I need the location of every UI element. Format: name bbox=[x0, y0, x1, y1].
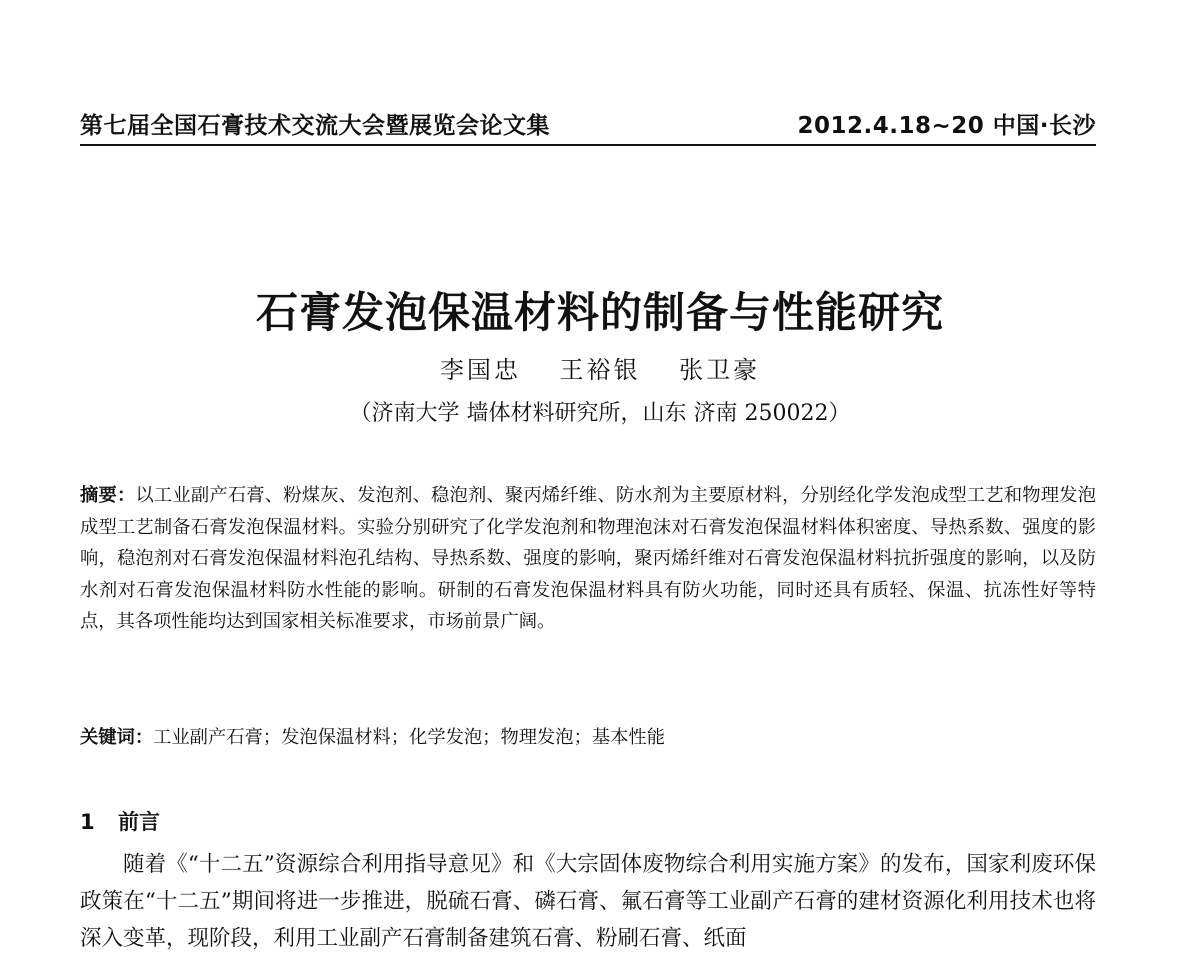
header-date-location: 2012.4.18~20 中国·长沙 bbox=[797, 113, 1096, 139]
running-header bbox=[80, 110, 1096, 146]
intro-paragraph: 随着《“十二五”资源综合利用指导意见》和《大宗固体废物综合利用实施方案》的发布，国家利废环保政策在“十二五”期间将进一步推进，脱硫石膏、磷石膏、氟石膏等工业副产石膏的建材资源化利用技术也将深入变革，现阶段，利用工业副产石膏制备建筑石膏、粉刷石膏、纸面 bbox=[80, 852, 1096, 951]
abstract bbox=[80, 480, 1096, 638]
abstract-text: 以工业副产石膏、粉煤灰、发泡剂、稳泡剂、聚丙烯纤维、防水剂为主要原材料，分别经化学发泡成型工艺和物理发泡成型工艺制备石膏发泡保温材料。实验分别研究了化学发泡剂和物理泡沫对石膏发泡保温材料体积密度、导热系数、强度的影响，稳泡剂对石膏发泡保温材料泡孔结构、导热系数、强度的影响，聚丙烯纤维对石膏发泡保温材料抗折强度的影响，以及防水剂对石膏发泡保温材料防水性能的影响。研制的石膏发泡保温材料具有防火功能，同时还具有质轻、保温、抗冻性好等特点，其各项性能均达到国家相关标准要求，市场前景广阔。 bbox=[80, 485, 1097, 632]
abstract-label: 摘要： bbox=[80, 485, 136, 506]
affiliation: （济南大学 墙体材料研究所，山东 济南 250022） bbox=[349, 401, 851, 426]
keywords bbox=[80, 722, 1096, 754]
header-proceedings-title: 第七届全国石膏技术交流大会暨展览会论文集 bbox=[80, 113, 550, 139]
section-number: 1 bbox=[80, 810, 95, 834]
paper-title: 石膏发泡保温材料的制备与性能研究 bbox=[255, 288, 944, 337]
keywords-text: 工业副产石膏；发泡保温材料；化学发泡；物理发泡；基本性能 bbox=[153, 727, 665, 748]
authors: 李国忠 王裕银 张卫豪 bbox=[439, 356, 761, 384]
section-heading bbox=[80, 806, 160, 836]
section-title: 前言 bbox=[118, 810, 160, 834]
keywords-label: 关键词： bbox=[80, 727, 154, 748]
